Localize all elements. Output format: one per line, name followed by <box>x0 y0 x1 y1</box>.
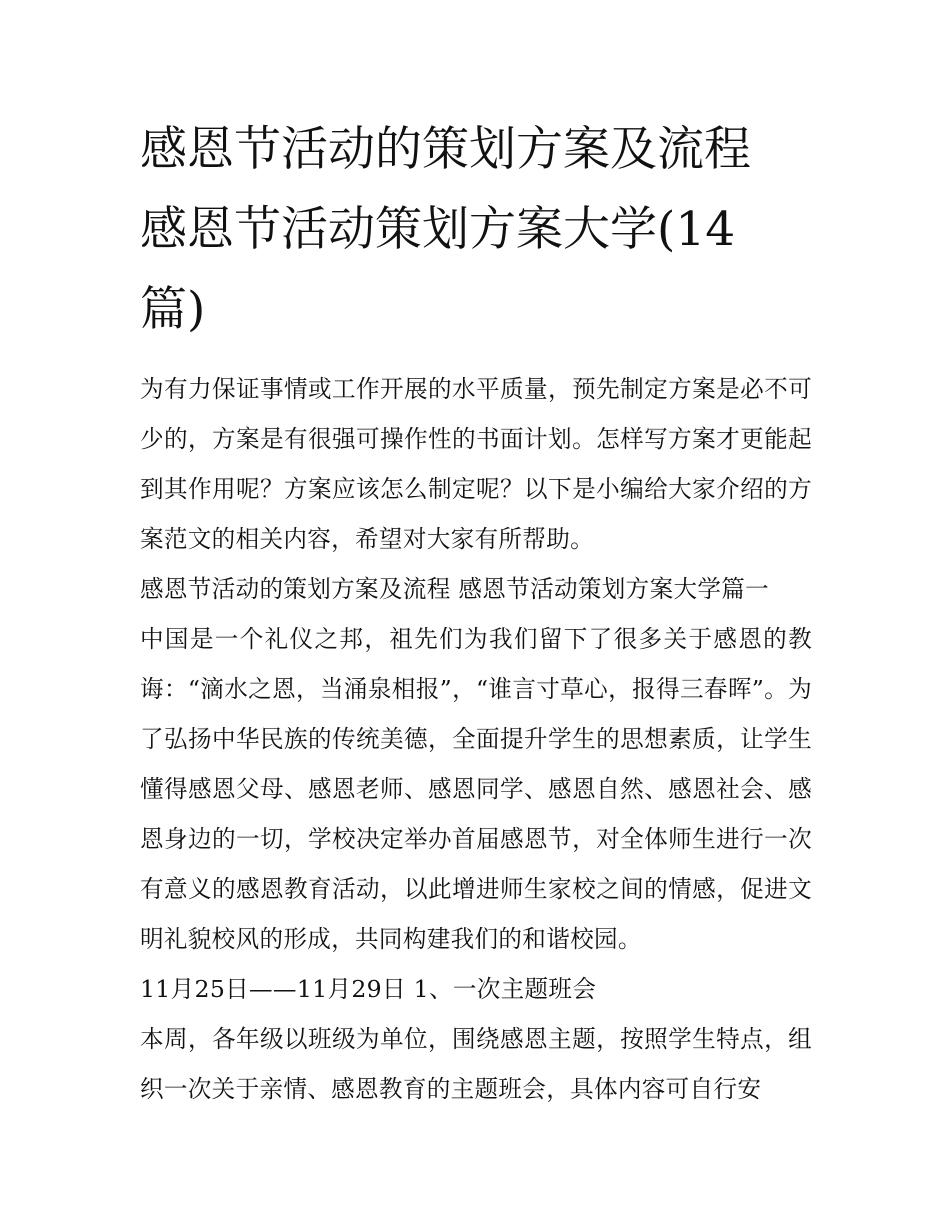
class-meeting-paragraph: 本周，各年级以班级为单位，围绕感恩主题，按照学生特点，组织一次关于亲情、感恩教育的主题班会，具体内容可自行安 <box>140 1025 812 1103</box>
title-line-3: 篇) <box>140 282 206 337</box>
schedule-line: 11月25日——11月29日 1、一次主题班会 <box>140 975 597 1003</box>
document-title <box>140 110 812 350</box>
document-body <box>140 110 812 1114</box>
intro-paragraph: 为有力保证事情或工作开展的水平质量，预先制定方案是必不可少的，方案是有很强可操作性的书面计划。怎样写方案才更能起到其作用呢？方案应该怎么制定呢？以下是小编给大家介绍的方案范文的相关内容，希望对大家有所帮助。 <box>140 375 812 553</box>
title-line-2: 感恩节活动策划方案大学(14 <box>140 202 736 257</box>
section-heading: 感恩节活动的策划方案及流程 感恩节活动策划方案大学篇一 <box>140 575 770 603</box>
title-line-1: 感恩节活动的策划方案及流程 <box>140 122 751 177</box>
background-paragraph: 中国是一个礼仪之邦，祖先们为我们留下了很多关于感恩的教诲：“滴水之恩，当涌泉相报”，“谁言寸草心，报得三春晖”。为了弘扬中华民族的传统美德，全面提升学生的思想素质，让学生懂得感恩父母、感恩老师、感恩同学、感恩自然、感恩社会、感恩身边的一切，学校决定举办首届感恩节，对全体师生进行一次有意义的感恩教育活动，以此增进师生家校之间的情感，促进文明礼貌校风的形成，共同构建我们的和谐校园。 <box>140 625 812 953</box>
